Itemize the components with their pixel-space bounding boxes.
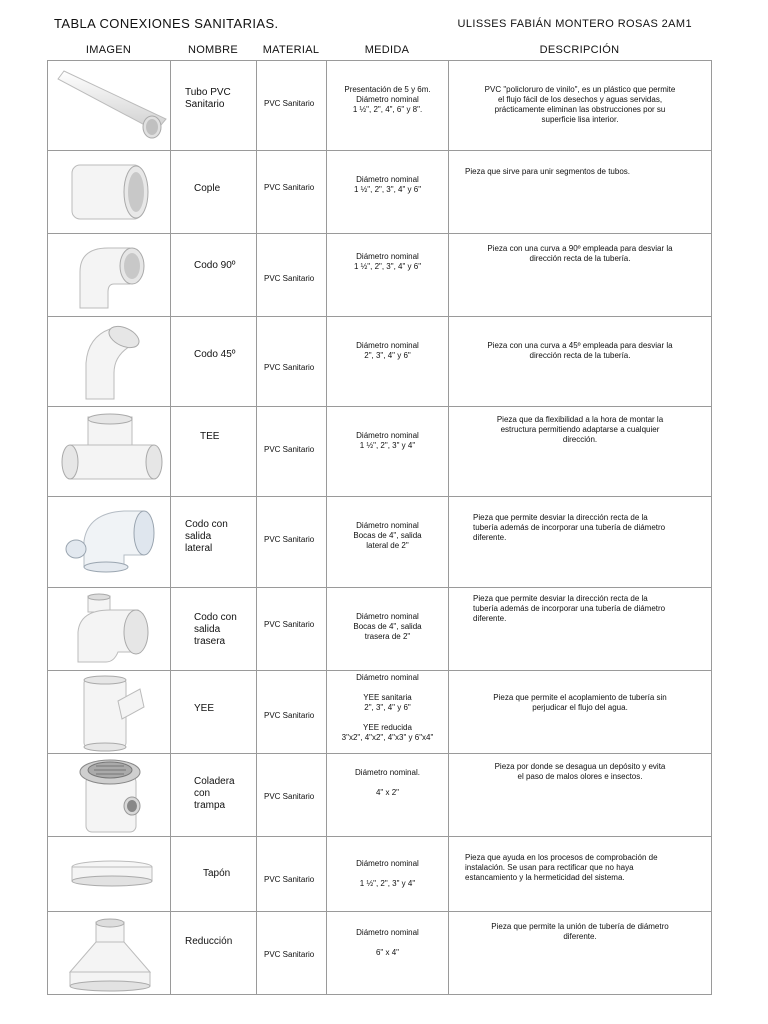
row-description-cell: [449, 317, 712, 407]
fitting-description: Pieza que permite la unión de tubería de diámetro diferente.: [491, 922, 669, 941]
column-header-name: NOMBRE: [187, 44, 239, 56]
row-description-cell: [449, 671, 712, 754]
fitting-name: Codo con salida lateral: [185, 519, 228, 554]
row-material-cell: [257, 837, 327, 912]
fitting-measure: Diámetro nominal Bocas de 4", salida trasera de 2": [353, 612, 422, 641]
column-header-image: IMAGEN: [85, 44, 132, 56]
fitting-material: PVC Sanitario: [264, 183, 315, 192]
row-image-cell: [48, 234, 171, 317]
table-row: [48, 912, 712, 995]
fitting-name: Codo 90º: [194, 260, 236, 271]
fitting-material: PVC Sanitario: [264, 99, 315, 108]
row-image-cell: [48, 497, 171, 588]
fitting-name: Cople: [194, 183, 221, 194]
fitting-material: PVC Sanitario: [264, 711, 315, 720]
fitting-name: TEE: [200, 431, 220, 442]
row-name-cell: [171, 407, 257, 497]
row-name-cell: [171, 588, 257, 671]
fitting-description: Pieza con una curva a 90º empleada para desviar la dirección recta de la tubería.: [487, 244, 673, 263]
fitting-measure: Diámetro nominal YEE sanitaria 2", 3", 4" y 6" YEE reducida 3"x2", 4"x2", 4"x3" y 6"x4": [341, 673, 434, 742]
fitting-measure: Diámetro nominal 1 ½", 2", 3", 4" y 6": [353, 252, 422, 271]
table-row: [48, 671, 712, 754]
table-row: [48, 151, 712, 234]
row-image-cell: [48, 61, 171, 151]
fitting-measure: Diámetro nominal. 4" x 2": [355, 768, 420, 797]
fitting-measure: Diámetro nominal 2", 3", 4" y 6": [356, 341, 419, 360]
fitting-name: Reducción: [185, 936, 233, 947]
fitting-material: PVC Sanitario: [264, 792, 315, 801]
row-description-cell: [449, 912, 712, 995]
column-header-measure: MEDIDA: [364, 44, 410, 56]
fitting-material: PVC Sanitario: [264, 950, 315, 959]
column-header-material: MATERIAL: [262, 44, 320, 56]
row-image-cell: [48, 588, 171, 671]
fitting-material: PVC Sanitario: [264, 535, 315, 544]
row-image-cell: [48, 754, 171, 837]
row-material-cell: [257, 151, 327, 234]
row-material-cell: [257, 588, 327, 671]
table-row: [48, 407, 712, 497]
fitting-measure: Presentación de 5 y 6m. Diámetro nominal 1 ½", 2", 4", 6" y 8".: [344, 85, 431, 114]
row-image-cell: [48, 151, 171, 234]
row-description-cell: [449, 754, 712, 837]
row-material-cell: [257, 234, 327, 317]
table-row: [48, 61, 712, 151]
fitting-material: PVC Sanitario: [264, 445, 315, 454]
row-description-cell: [449, 234, 712, 317]
row-image-cell: [48, 407, 171, 497]
fitting-description: Pieza que permite desviar la dirección recta de la tubería además de incorporar una tubería de diámetro diferente.: [473, 513, 666, 542]
row-material-cell: [257, 497, 327, 588]
row-measure-cell: [327, 497, 449, 588]
row-measure-cell: [327, 234, 449, 317]
fitting-description: Pieza que permite desviar la dirección recta de la tubería además de incorporar una tubería de diámetro diferente.: [473, 594, 666, 623]
fitting-description: Pieza con una curva a 45º empleada para desviar la dirección recta de la tubería.: [487, 341, 673, 360]
row-measure-cell: [327, 61, 449, 151]
table-row: [48, 837, 712, 912]
row-description-cell: [449, 407, 712, 497]
fittings-table: [47, 60, 712, 995]
row-description-cell: [449, 151, 712, 234]
fitting-material: PVC Sanitario: [264, 875, 315, 884]
row-measure-cell: [327, 912, 449, 995]
row-measure-cell: [327, 151, 449, 234]
row-description-cell: [449, 61, 712, 151]
row-image-cell: [48, 671, 171, 754]
row-name-cell: [171, 234, 257, 317]
table-row: [48, 317, 712, 407]
row-image-cell: [48, 317, 171, 407]
fitting-measure: Diámetro nominal 6" x 4": [356, 928, 419, 957]
row-name-cell: [171, 61, 257, 151]
row-name-cell: [171, 151, 257, 234]
fitting-measure: Diámetro nominal 1 ½", 2", 3" y 4": [356, 431, 419, 450]
table-row: [48, 497, 712, 588]
row-material-cell: [257, 912, 327, 995]
row-name-cell: [171, 497, 257, 588]
row-image-cell: [48, 837, 171, 912]
fitting-material: PVC Sanitario: [264, 620, 315, 629]
fitting-description: Pieza que permite el acoplamiento de tubería sin perjudicar el flujo del agua.: [493, 693, 667, 712]
row-measure-cell: [327, 317, 449, 407]
fitting-name: Codo con salida trasera: [194, 612, 237, 647]
table-row: [48, 588, 712, 671]
fitting-description: Pieza que sirve para unir segmentos de tubos.: [465, 167, 630, 176]
table-row: [48, 754, 712, 837]
document-title: TABLA CONEXIONES SANITARIAS.: [54, 16, 279, 31]
fitting-measure: Diámetro nominal 1 ½", 2", 3", 4" y 6": [353, 175, 422, 194]
fitting-description: Pieza que ayuda en los procesos de comprobación de instalación. Se usan para rectificar que no haya estancamiento y la hermeticidad del sistema.: [465, 853, 658, 882]
row-measure-cell: [327, 837, 449, 912]
row-name-cell: [171, 837, 257, 912]
row-measure-cell: [327, 671, 449, 754]
fitting-name: Tapón: [203, 868, 231, 879]
fitting-measure: Diámetro nominal 1 ½", 2", 3" y 4": [356, 859, 419, 888]
fitting-name: Codo 45º: [194, 349, 236, 360]
fitting-name: YEE: [194, 703, 215, 714]
fitting-description: PVC "policloruro de vinilo", es un plástico que permite el flujo fácil de los desechos y aguas servidas, prácticamente eliminan las obstrucciones por su superficie lisa interior.: [484, 85, 676, 124]
fitting-name: Coladera con trampa: [194, 776, 235, 811]
fitting-description: Pieza que da flexibilidad a la hora de montar la estructura permitiendo adaptarse a cualquier dirección.: [496, 415, 664, 444]
row-description-cell: [449, 588, 712, 671]
row-image-cell: [48, 912, 171, 995]
row-name-cell: [171, 754, 257, 837]
row-name-cell: [171, 671, 257, 754]
table-row: [48, 234, 712, 317]
row-name-cell: [171, 317, 257, 407]
row-measure-cell: [327, 407, 449, 497]
fitting-material: PVC Sanitario: [264, 274, 315, 283]
row-material-cell: [257, 61, 327, 151]
row-description-cell: [449, 497, 712, 588]
row-material-cell: [257, 317, 327, 407]
column-header-description: DESCRIPCIÓN: [539, 44, 620, 56]
fitting-measure: Diámetro nominal Bocas de 4", salida lateral de 2": [353, 521, 422, 550]
row-material-cell: [257, 754, 327, 837]
row-name-cell: [171, 912, 257, 995]
row-description-cell: [449, 837, 712, 912]
row-material-cell: [257, 671, 327, 754]
fitting-name: Tubo PVC Sanitario: [185, 87, 231, 110]
row-material-cell: [257, 407, 327, 497]
document-author: ULISSES FABIÁN MONTERO ROSAS 2AM1: [457, 18, 692, 30]
fitting-material: PVC Sanitario: [264, 363, 315, 372]
fitting-description: Pieza por donde se desagua un depósito y evita el paso de malos olores e insectos.: [494, 762, 666, 781]
row-measure-cell: [327, 754, 449, 837]
row-measure-cell: [327, 588, 449, 671]
